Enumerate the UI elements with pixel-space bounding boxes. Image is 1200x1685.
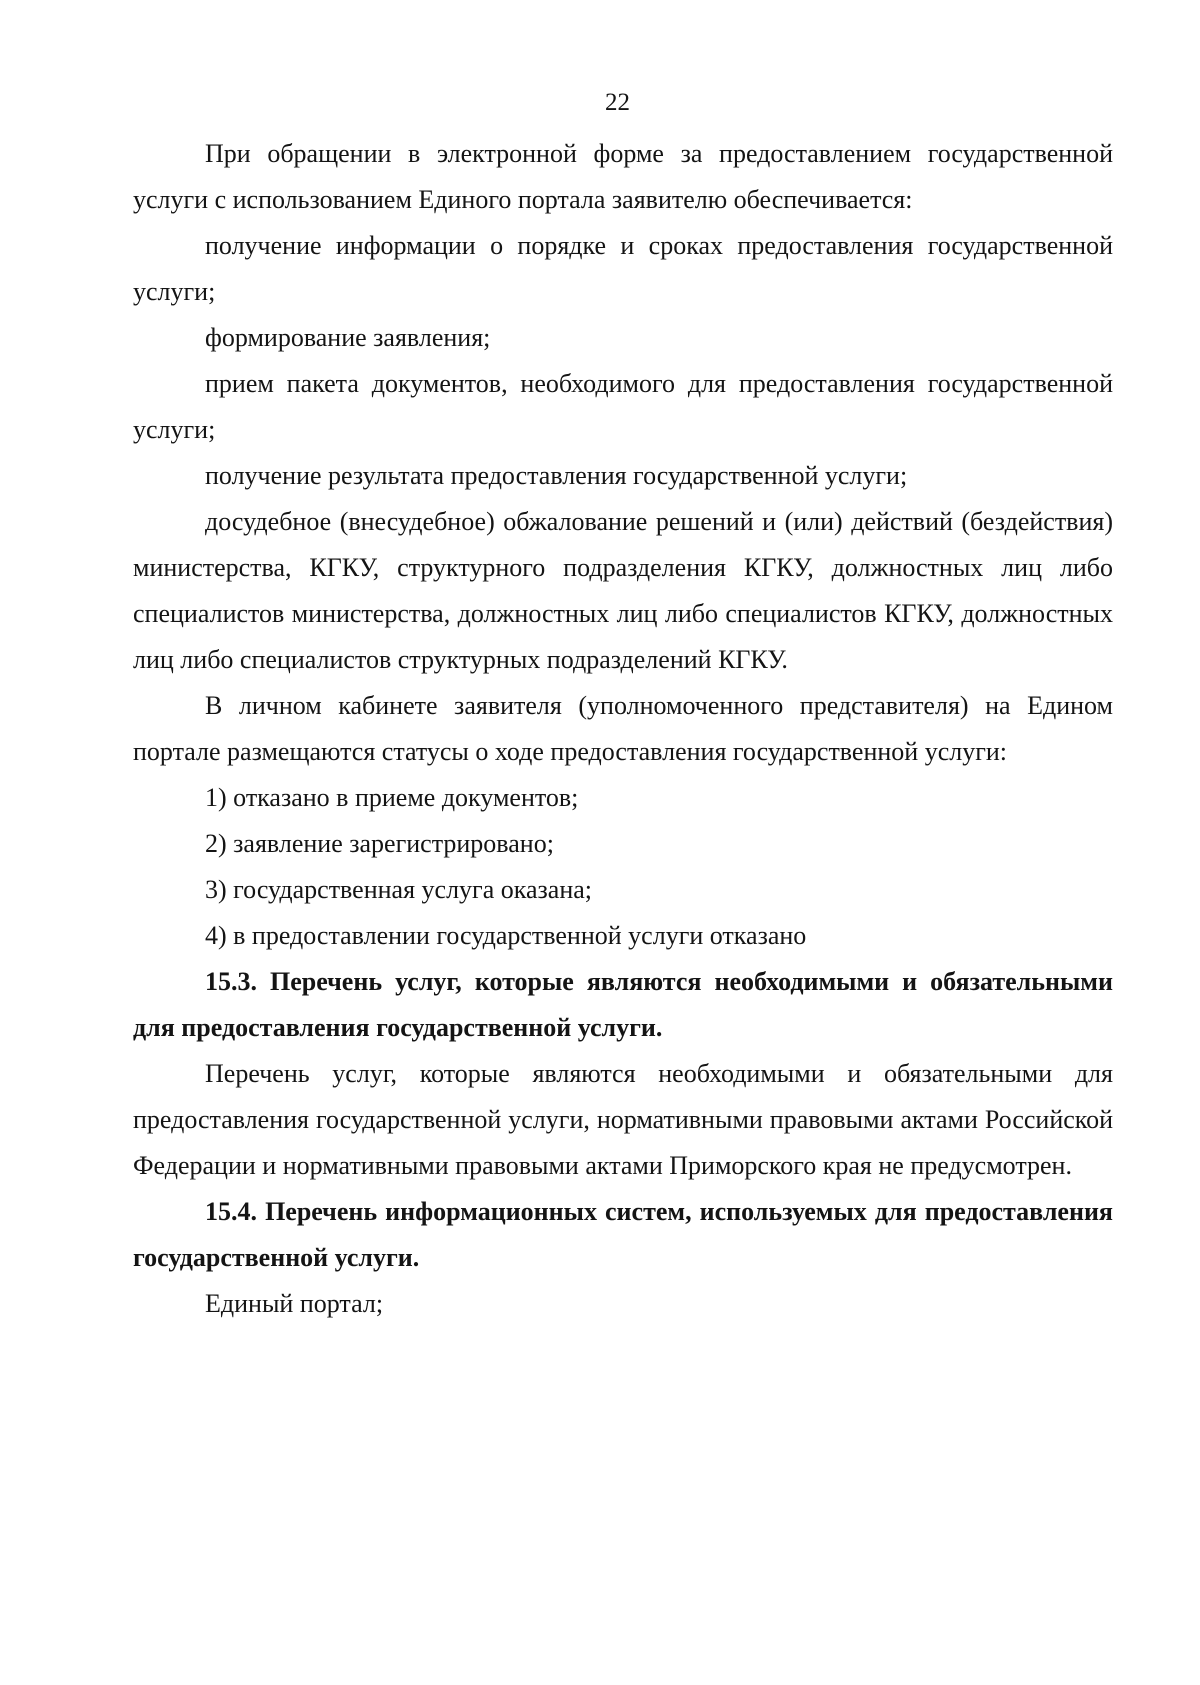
list-item: получение результата предоставления государственной услуги; (205, 461, 908, 490)
section-heading-15-4: 15.4. Перечень информационных систем, используемых для предоставления государственной услуги. (133, 1197, 1113, 1272)
page-number: 22 (605, 89, 630, 116)
status-item: 3) государственная услуга оказана; (205, 875, 593, 904)
list-item: формирование заявления; (205, 323, 491, 352)
list-item: досудебное (внесудебное) обжалование решений и (или) действий (бездействия) министерства, КГКУ, структурного подразделения КГКУ, должностных лиц либо специалистов министерства, должностных лиц либо специалистов КГКУ, должностных лиц либо специалистов структурных подразделений КГКУ. (133, 507, 1113, 674)
status-item: 2) заявление зарегистрировано; (205, 829, 554, 858)
paragraph: В личном кабинете заявителя (уполномоченного представителя) на Едином портале размещаются статусы о ходе предоставления государственной услуги: (133, 691, 1113, 766)
status-item: 4) в предоставлении государственной услуги отказано (205, 921, 807, 950)
intro-paragraph: При обращении в электронной форме за предоставлением государственной услуги с использованием Единого портала заявителю обеспечивается: (133, 139, 1113, 214)
list-item: получение информации о порядке и сроках предоставления государственной услуги; (133, 231, 1113, 306)
list-item: прием пакета документов, необходимого для предоставления государственной услуги; (133, 369, 1113, 444)
document-body (133, 131, 1113, 1327)
status-item: 1) отказано в приеме документов; (205, 783, 579, 812)
paragraph: Перечень услуг, которые являются необходимыми и обязательными для предоставления государственной услуги, нормативными правовыми актами Российской Федерации и нормативными правовыми актами Приморского края не предусмотрен. (133, 1059, 1113, 1180)
paragraph: Единый портал; (205, 1289, 384, 1318)
section-heading-15-3: 15.3. Перечень услуг, которые являются необходимыми и обязательными для предоставления государственной услуги. (133, 967, 1113, 1042)
